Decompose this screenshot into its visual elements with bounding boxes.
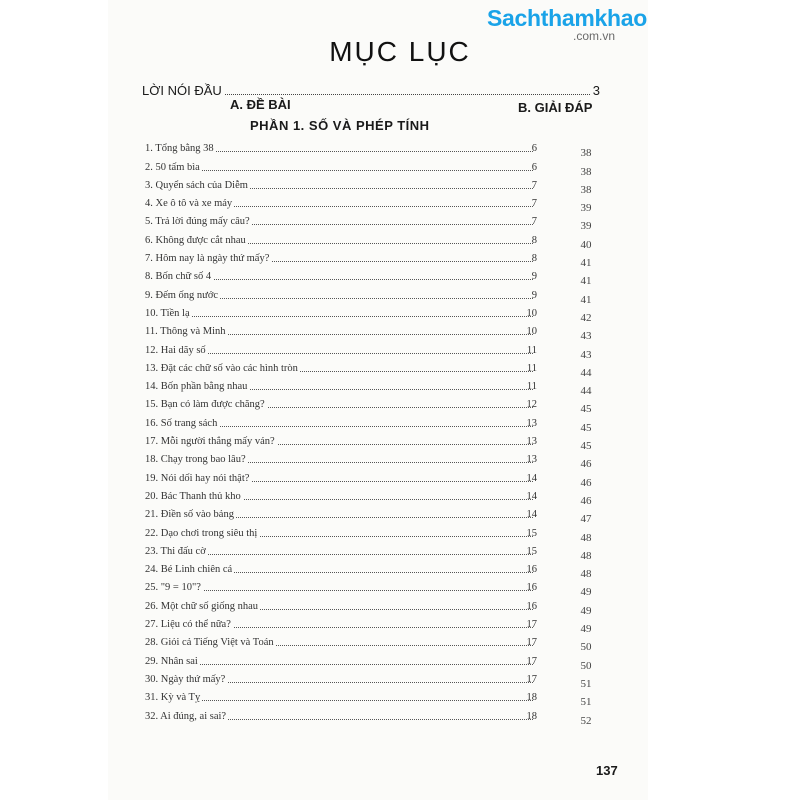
toc-entry-solution-page: 46: [580, 458, 592, 471]
toc-entry-problem-page: 6: [531, 161, 537, 173]
toc-entry-title: 12. Hai dãy số: [145, 344, 206, 356]
toc-entry-solution-page: 50: [580, 659, 592, 672]
toc-entry-title: 5. Trả lời đúng mấy câu?: [145, 216, 250, 228]
toc-entry-solution-page: 39: [580, 202, 592, 215]
toc-entry-title: 14. Bốn phần bằng nhau: [145, 381, 248, 393]
part-title: PHẦN 1. SỐ VÀ PHÉP TÍNH: [250, 118, 430, 133]
preface-entry: [142, 80, 600, 98]
toc-entry-title: 22. Dạo chơi trong siêu thị: [145, 527, 258, 539]
toc-entry-title: 26. Một chữ số giống nhau: [145, 600, 259, 612]
toc-entry-title: 20. Bác Thanh thủ kho: [145, 490, 241, 502]
toc-entry-title: 29. Nhân sai: [145, 655, 198, 667]
watermark-domain-text: .com.vn: [572, 29, 615, 43]
toc-entry-problem-page: 11: [526, 344, 537, 356]
dot-leader: [149, 590, 533, 591]
toc-entry-title: 24. Bé Linh chiên cá: [145, 564, 233, 576]
toc-entry-title: 4. Xe ô tô và xe máy: [145, 198, 233, 210]
toc-entry-title: 10. Tiền lạ: [145, 307, 190, 319]
toc-entry-problem-page: 10: [526, 307, 537, 319]
toc-entry: [145, 486, 615, 507]
toc-entry: [145, 266, 615, 288]
toc-entry-problem-page: 7: [531, 179, 537, 191]
toc-entry: [145, 650, 615, 672]
toc-entry-problem-page: 17: [526, 673, 537, 685]
toc-entry-solution-page: 44: [580, 385, 592, 398]
toc-entry-problem-page: 11: [526, 381, 537, 393]
dot-leader: [149, 700, 533, 701]
toc-entry-solution-page: 47: [580, 513, 592, 526]
toc-entry-solution-page: 52: [580, 714, 592, 727]
toc-entry: [145, 284, 615, 306]
toc-entry: [145, 321, 615, 343]
toc-entry-problem-page: 13: [526, 417, 537, 429]
toc-entry: [145, 632, 615, 654]
toc-entry: [145, 595, 615, 617]
toc-entry-title: 11. Thông và Minh: [145, 326, 226, 338]
toc-entry-problem-page: 9: [531, 271, 537, 283]
toc-entry: [145, 248, 615, 270]
toc-entry-solution-page: 49: [580, 586, 592, 599]
toc-entry-solution-page: 41: [580, 275, 592, 288]
toc-entry-solution-page: 48: [580, 568, 592, 581]
toc-entry-title: 8. Bốn chữ số 4: [145, 271, 212, 283]
toc-entry: [145, 193, 615, 215]
toc-entry: [145, 669, 615, 690]
toc-entry-solution-page: 48: [580, 549, 592, 562]
toc-entry-problem-page: 17: [526, 655, 537, 667]
toc-entry: [145, 577, 615, 599]
toc-entry-problem-page: 11: [526, 362, 537, 374]
toc-entry-problem-page: 8: [531, 253, 537, 265]
toc-entry-solution-page: 43: [580, 330, 592, 343]
toc-entry-title: 13. Đặt các chữ số vào các hình tròn: [145, 362, 298, 374]
toc-entry-title: 27. Liệu có thể nữa?: [145, 619, 231, 631]
toc-entry-problem-page: 15: [526, 545, 537, 557]
problems-column-header: A. ĐỀ BÀI: [230, 97, 291, 112]
toc-entry-problem-page: 7: [531, 198, 537, 210]
dot-leader: [149, 170, 533, 171]
toc-entry: [145, 467, 615, 489]
toc-entry-problem-page: 12: [526, 399, 537, 411]
toc-entry: [145, 431, 615, 453]
toc-entry-title: 3. Quyển sách của Diễm: [145, 179, 248, 191]
page-number: 137: [596, 763, 618, 778]
toc-entry: [145, 156, 615, 178]
toc-entry-solution-page: 38: [580, 183, 592, 196]
page-title: MỤC LỤC: [329, 36, 471, 67]
toc-entry-title: 19. Nói dối hay nói thật?: [145, 472, 250, 484]
toc-entry: [145, 522, 615, 544]
toc-entry: [145, 138, 615, 160]
toc-entry-solution-page: 44: [580, 366, 592, 379]
toc-entry-title: 31. Kỳ và Tỵ: [145, 692, 201, 704]
watermark-main-text: Sachthamkhao: [487, 5, 648, 31]
toc-entry-problem-page: 16: [526, 582, 537, 594]
toc-entry-solution-page: 38: [580, 147, 592, 160]
toc-entry: [145, 559, 615, 581]
toc-entry-problem-page: 7: [531, 216, 537, 228]
toc-entry-solution-page: 38: [580, 165, 592, 178]
toc-entry: [145, 541, 615, 562]
toc-entry: [145, 358, 615, 379]
toc-entry-title: 32. Ai đúng, ai sai?: [145, 710, 227, 722]
toc-entry: [145, 449, 615, 471]
toc-entry: [145, 229, 615, 251]
toc-entry-solution-page: 50: [580, 641, 592, 654]
toc-list: [145, 138, 615, 727]
toc-entry-title: 18. Chạy trong bao lâu?: [145, 454, 246, 466]
toc-entry-problem-page: 17: [526, 637, 537, 649]
toc-entry-title: 28. Giỏi cả Tiếng Việt và Toán: [145, 637, 274, 649]
dot-leader: [149, 316, 533, 317]
toc-entry: [145, 705, 615, 727]
toc-entry: [145, 412, 615, 434]
dot-leader: [149, 664, 533, 665]
toc-entry-solution-page: 46: [580, 494, 592, 507]
toc-entry-problem-page: 15: [526, 527, 537, 539]
toc-entry: [145, 614, 615, 636]
toc-entry-solution-page: 40: [580, 238, 592, 251]
preface-page: 3: [592, 83, 600, 98]
toc-entry-problem-page: 6: [531, 143, 537, 155]
toc-entry-title: 15. Bạn có làm được chăng?: [145, 399, 265, 411]
toc-entry-problem-page: 13: [526, 436, 537, 448]
toc-entry-solution-page: 46: [580, 476, 592, 489]
toc-entry: [145, 211, 615, 233]
toc-entry: [145, 504, 615, 526]
toc-entry-solution-page: 49: [580, 623, 592, 636]
toc-entry: [145, 339, 615, 361]
toc-entry-title: 17. Mỗi người thắng mấy ván?: [145, 436, 275, 448]
toc-entry: [145, 303, 615, 324]
solutions-column-header: B. GIẢI ĐÁP: [518, 100, 593, 115]
toc-entry-solution-page: 45: [580, 421, 592, 434]
toc-entry-problem-page: 16: [526, 564, 537, 576]
dot-leader: [225, 94, 590, 95]
toc-entry-title: 23. Thi đấu cờ: [145, 545, 206, 557]
toc-entry-title: 30. Ngày thứ mấy?: [145, 673, 226, 685]
toc-entry-title: 2. 50 tấm bìa: [145, 161, 200, 173]
toc-entry-title: 25. "9 = 10"?: [145, 582, 201, 594]
toc-entry-title: 7. Hôm nay là ngày thứ mấy?: [145, 253, 270, 265]
toc-entry-solution-page: 51: [580, 677, 592, 690]
toc-entry-title: 16. Số trang sách: [145, 417, 218, 429]
toc-entry-solution-page: 48: [580, 531, 592, 544]
toc-entry-title: 21. Điền số vào bảng: [145, 509, 234, 521]
toc-entry-problem-page: 18: [526, 692, 537, 704]
toc-entry-problem-page: 10: [526, 326, 537, 338]
toc-entry-solution-page: 45: [580, 440, 592, 453]
toc-entry-title: 9. Đếm ống nước: [145, 289, 219, 301]
toc-entry: [145, 394, 615, 416]
toc-entry-problem-page: 13: [526, 454, 537, 466]
toc-entry-problem-page: 14: [526, 472, 537, 484]
toc-entry-solution-page: 49: [580, 604, 592, 617]
toc-entry-problem-page: 8: [531, 234, 537, 246]
preface-label: LỜI NÓI ĐẦU: [142, 83, 222, 98]
toc-entry-problem-page: 18: [526, 710, 537, 722]
toc-entry-solution-page: 42: [580, 311, 592, 324]
toc-entry-problem-page: 14: [526, 490, 537, 502]
toc-entry: [145, 175, 615, 196]
toc-entry-solution-page: 45: [580, 403, 592, 416]
toc-entry-solution-page: 41: [580, 257, 592, 270]
toc-entry-problem-page: 14: [526, 509, 537, 521]
toc-entry-solution-page: 43: [580, 348, 592, 361]
toc-entry-title: 6. Không được cắt nhau: [145, 234, 246, 246]
toc-entry-title: 1. Tổng bằng 38: [145, 143, 214, 155]
toc-entry: [145, 687, 615, 709]
toc-entry: [145, 376, 615, 398]
toc-entry-solution-page: 39: [580, 220, 592, 233]
toc-entry-problem-page: 9: [531, 289, 537, 301]
toc-entry-solution-page: 41: [580, 293, 592, 306]
toc-entry-problem-page: 16: [526, 600, 537, 612]
toc-entry-problem-page: 17: [526, 619, 537, 631]
toc-entry-solution-page: 51: [580, 696, 592, 709]
